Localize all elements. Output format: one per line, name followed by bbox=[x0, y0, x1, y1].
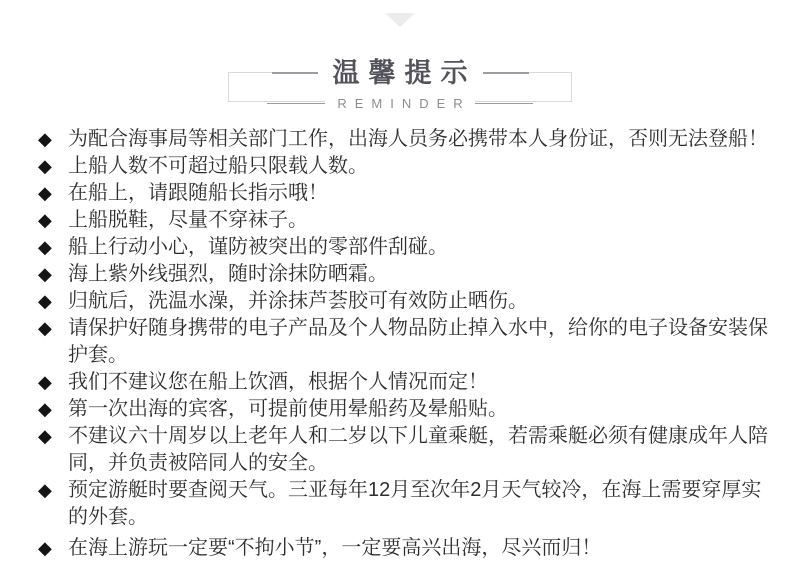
title-right-dash bbox=[483, 72, 529, 74]
diamond-bullet-icon: ◆ bbox=[38, 480, 52, 500]
diamond-bullet-icon: ◆ bbox=[38, 538, 52, 558]
title-row bbox=[0, 58, 800, 88]
tip-item bbox=[38, 180, 774, 207]
page-subtitle: REMINDER bbox=[325, 95, 474, 112]
page-title: 温馨提示 bbox=[318, 58, 483, 88]
tip-item bbox=[38, 477, 774, 531]
tip-text: 上船人数不可超过船只限载人数。 bbox=[68, 155, 368, 177]
tip-text: 我们不建议您在船上饮酒，根据个人情况而定！ bbox=[68, 371, 488, 393]
tip-item bbox=[38, 535, 774, 562]
tip-text: 不建议六十周岁以上老年人和二岁以下儿童乘艇，若需乘艇必须有健康成年人陪同，并负责被陪同人的安全。 bbox=[68, 425, 768, 474]
diamond-bullet-icon: ◆ bbox=[38, 129, 52, 149]
diamond-bullet-icon: ◆ bbox=[38, 318, 52, 338]
tip-item bbox=[38, 126, 774, 153]
tip-text: 在船上，请跟随船长指示哦！ bbox=[68, 182, 328, 204]
diamond-bullet-icon: ◆ bbox=[38, 264, 52, 284]
diamond-bullet-icon: ◆ bbox=[38, 426, 52, 446]
subtitle-row bbox=[0, 95, 800, 112]
diamond-bullet-icon: ◆ bbox=[38, 372, 52, 392]
tip-text: 第一次出海的宾客，可提前使用晕船药及晕船贴。 bbox=[68, 398, 508, 420]
tip-text: 在海上游玩一定要“不拘小节”，一定要高兴出海，尽兴而归！ bbox=[68, 537, 602, 559]
tip-item bbox=[38, 234, 774, 261]
tip-item bbox=[38, 288, 774, 315]
tip-text: 海上紫外线强烈，随时涂抹防晒霜。 bbox=[68, 263, 388, 285]
tip-item bbox=[38, 369, 774, 396]
tip-text: 船上行动小心，谨防被突出的零部件刮碰。 bbox=[68, 236, 448, 258]
tip-item bbox=[38, 315, 774, 369]
diamond-bullet-icon: ◆ bbox=[38, 399, 52, 419]
tip-text: 上船脱鞋，尽量不穿袜子。 bbox=[68, 209, 308, 231]
tip-text: 请保护好随身携带的电子产品及个人物品防止掉入水中，给你的电子设备安装保护套。 bbox=[68, 317, 768, 366]
tip-text: 归航后，洗温水澡，并涂抹芦荟胶可有效防止晒伤。 bbox=[68, 290, 528, 312]
diamond-bullet-icon: ◆ bbox=[38, 237, 52, 257]
diamond-bullet-icon: ◆ bbox=[38, 291, 52, 311]
chevron-down-icon bbox=[385, 13, 415, 27]
tip-item bbox=[38, 207, 774, 234]
subtitle-left-dash bbox=[267, 103, 325, 104]
tip-item bbox=[38, 396, 774, 423]
diamond-bullet-icon: ◆ bbox=[38, 156, 52, 176]
tip-text: 预定游艇时要查阅天气。三亚每年12月至次年2月天气较冷，在海上需要穿厚实的外套。 bbox=[68, 479, 762, 528]
tip-item bbox=[38, 423, 774, 477]
reminder-header bbox=[0, 13, 800, 116]
tip-item bbox=[38, 261, 774, 288]
diamond-bullet-icon: ◆ bbox=[38, 210, 52, 230]
tips-list bbox=[0, 126, 800, 562]
title-left-dash bbox=[272, 72, 318, 74]
diamond-bullet-icon: ◆ bbox=[38, 183, 52, 203]
tip-text: 为配合海事局等相关部门工作，出海人员务必携带本人身份证，否则无法登船！ bbox=[68, 128, 768, 150]
tip-item bbox=[38, 153, 774, 180]
subtitle-right-dash bbox=[475, 103, 533, 104]
